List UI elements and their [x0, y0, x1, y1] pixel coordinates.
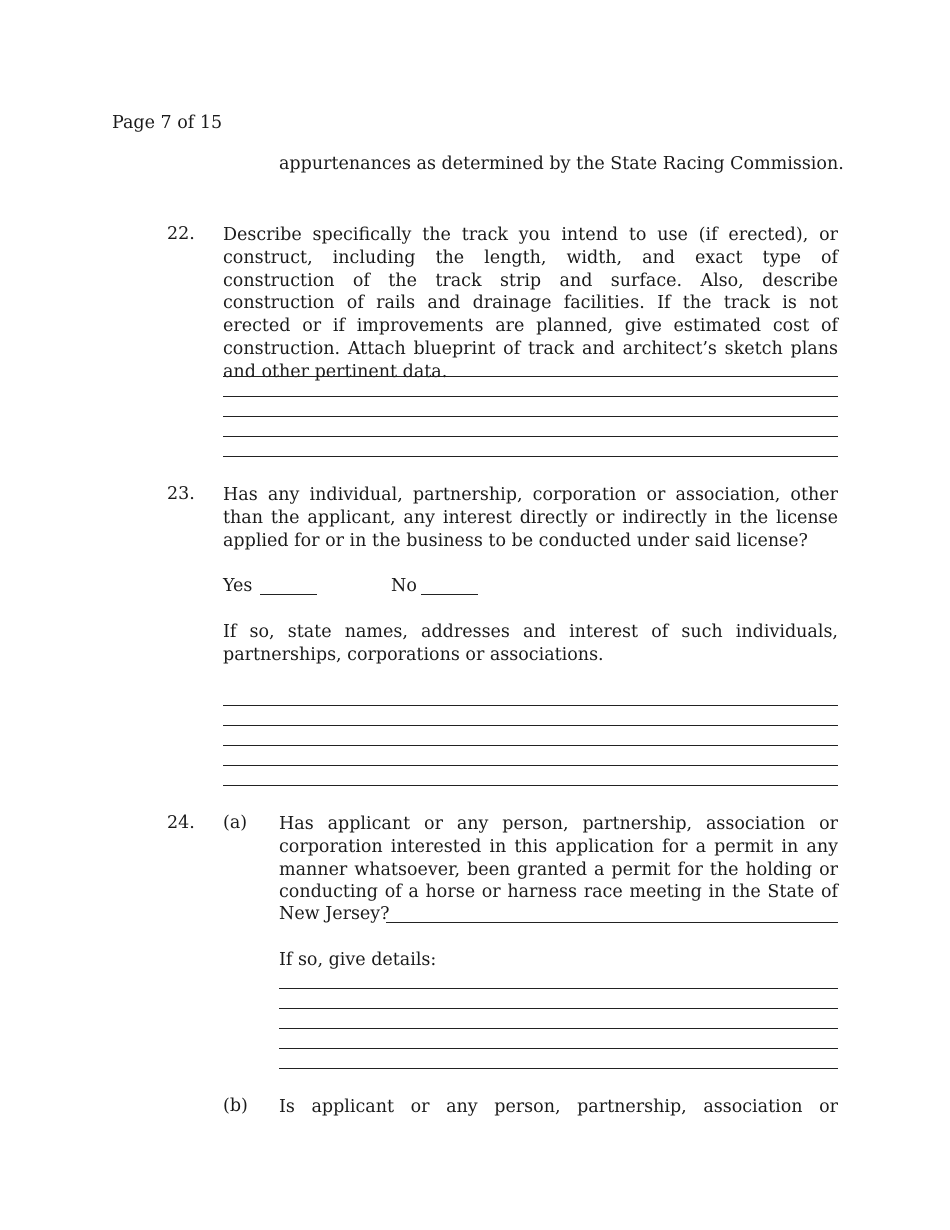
answer-line[interactable]	[223, 725, 838, 726]
q24a-label: (a)	[223, 813, 248, 833]
q24-number: 24.	[167, 813, 195, 833]
q23-text: Has any individual, partnership, corporation or association, other than the applicant, any interest directly or indirectly in the license applied for or in the business to be conducted under said license?	[223, 485, 838, 551]
q24b-text: Is applicant or any person, partnership, association or	[279, 1097, 838, 1117]
answer-line[interactable]	[223, 436, 838, 437]
q22-text: Describe specifically the track you intend to use (if erected), or construct, including the length, width, and exact type of construction of the track strip and surface. Also, describe construction of rails and drainage facilities. If the track is not erected or if improvements are planned, give estimated cost of construction. Attach blueprint of track and architect’s sketch plans and other pertinent data.	[223, 225, 838, 382]
yes-label: Yes	[223, 576, 253, 596]
answer-line[interactable]	[279, 1068, 838, 1069]
yes-blank[interactable]	[260, 594, 317, 595]
answer-line[interactable]	[223, 376, 838, 377]
answer-line[interactable]	[279, 1048, 838, 1049]
no-label: No	[391, 576, 417, 596]
answer-line[interactable]	[279, 1008, 838, 1009]
answer-line[interactable]	[223, 416, 838, 417]
q23-number: 23.	[167, 484, 195, 504]
q22-number: 22.	[167, 224, 195, 244]
answer-line[interactable]	[223, 396, 838, 397]
page-number: Page 7 of 15	[112, 113, 223, 133]
answer-line[interactable]	[223, 785, 838, 786]
q24a-details-label: If so, give details:	[279, 950, 437, 970]
q24b-label: (b)	[223, 1096, 248, 1116]
q23-followup: If so, state names, addresses and interest of such individuals, partnerships, corporations or associations.	[223, 622, 838, 665]
answer-line[interactable]	[223, 765, 838, 766]
q24a-last-line: New Jersey?	[279, 904, 390, 924]
answer-line[interactable]	[223, 745, 838, 746]
answer-line[interactable]	[279, 988, 838, 989]
q24a-text: Has applicant or any person, partnership, association or corporation interested in this application for a permit in any manner whatsoever, been granted a permit for the holding or conducting of a horse or harness race meeting in the State of	[279, 814, 838, 903]
no-blank[interactable]	[421, 594, 478, 595]
continuation-text: appurtenances as determined by the State Racing Commission.	[279, 154, 844, 174]
q24a-answer-blank[interactable]	[386, 922, 838, 923]
answer-line[interactable]	[223, 705, 838, 706]
answer-line[interactable]	[223, 456, 838, 457]
answer-line[interactable]	[279, 1028, 838, 1029]
